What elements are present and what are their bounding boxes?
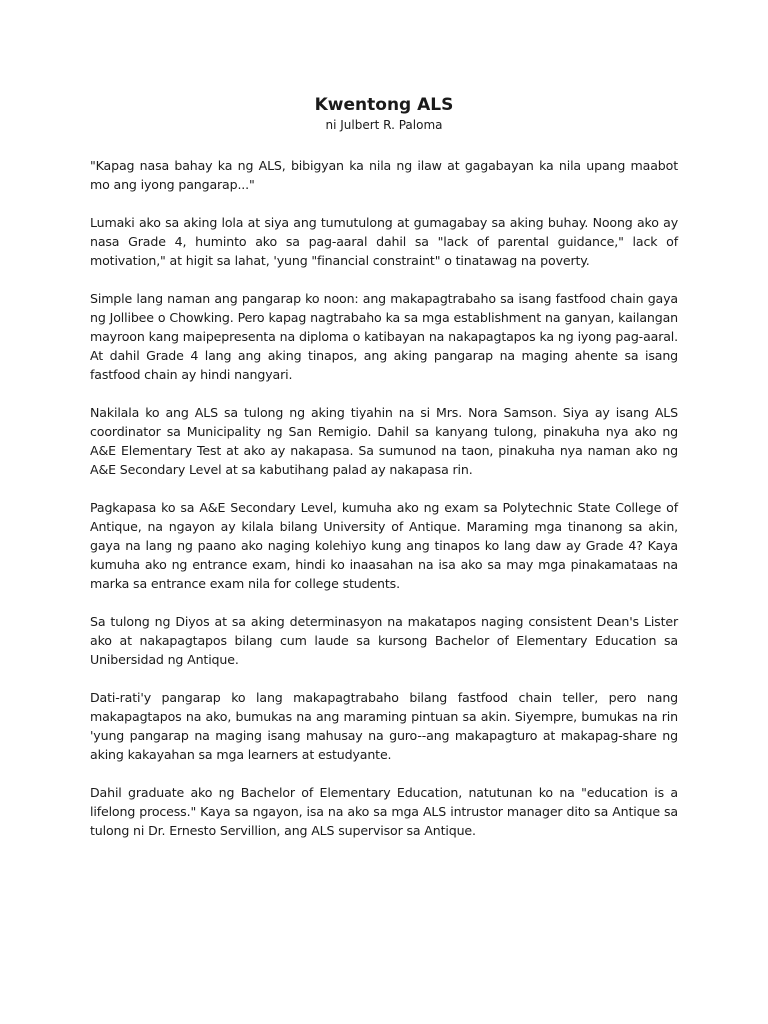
paragraph: Lumaki ako sa aking lola at siya ang tumutulong at gumagabay sa aking buhay. Noong ako ay nasa Grade 4, huminto ako sa pag-aaral dahil sa "lack of parental guidance," lack of motivation," at higit sa lahat, 'yung "financial constraint" o tinatawag na poverty. [90, 215, 678, 268]
paragraph: Simple lang naman ang pangarap ko noon: ang makapagtrabaho sa isang fastfood chain gaya ng Jollibee o Chowking. Pero kapag nagtrabaho ka sa mga establishment na ganyan, kailangan mayroon kang maipepresenta na diploma o katibayan na nakapagtapos ka ng iyong pag-aaral. At dahil Grade 4 lang ang aking tinapos, ang aking pangarap na maging ahente sa isang fastfood chain ay hindi nangyari. [90, 291, 678, 382]
document-body [90, 156, 678, 840]
paragraph: Dati-rati'y pangarap ko lang makapagtrabaho bilang fastfood chain teller, pero nang makapagtapos na ako, bumukas na ang maraming pintuan sa akin. Siyempre, bumukas na rin 'yung pangarap na maging isang mahusay na guro--ang makapagturo at makapag-share ng aking kakayahan sa mga learners at estudyante. [90, 690, 678, 762]
document-title: Kwentong ALS [314, 95, 454, 115]
paragraph: Pagkapasa ko sa A&E Secondary Level, kumuha ako ng exam sa Polytechnic State College of Antique, na ngayon ay kilala bilang University of Antique. Maraming mga tinanong sa akin, gaya na lang ng paano ako naging kolehiyo kung ang tinapos ko lang daw ay Grade 4? Kaya kumuha ako ng entrance exam, hindi ko inaasahan na isa ako sa may mga pinakamataas na marka sa entrance exam nila for college students. [90, 500, 678, 591]
paragraph-quote: "Kapag nasa bahay ka ng ALS, bibigyan ka nila ng ilaw at gagabayan ka nila upang maabot mo ang iyong pangarap..." [90, 158, 678, 192]
paragraph: Sa tulong ng Diyos at sa aking determinasyon na makatapos naging consistent Dean's Lister ako at nakapagtapos bilang cum laude sa kursong Bachelor of Elementary Education sa Unibersidad ng Antique. [90, 614, 678, 667]
author-byline: ni Julbert R. Paloma [325, 118, 443, 132]
document-page [90, 94, 678, 859]
paragraph: Nakilala ko ang ALS sa tulong ng aking tiyahin na si Mrs. Nora Samson. Siya ay isang ALS coordinator sa Municipality ng San Remigio. Dahil sa kanyang tulong, pinakuha nya ako ng A&E Elementary Test at ako ay nakapasa. Sa sumunod na taon, pinakuha nya naman ako ng A&E Secondary Level at sa kabutihang palad ay nakapasa rin. [90, 405, 678, 477]
paragraph: Dahil graduate ako ng Bachelor of Elementary Education, natutunan ko na "education is a lifelong process." Kaya sa ngayon, isa na ako sa mga ALS intrustor manager dito sa Antique sa tulong ni Dr. Ernesto Servillion, ang ALS supervisor sa Antique. [90, 785, 678, 838]
